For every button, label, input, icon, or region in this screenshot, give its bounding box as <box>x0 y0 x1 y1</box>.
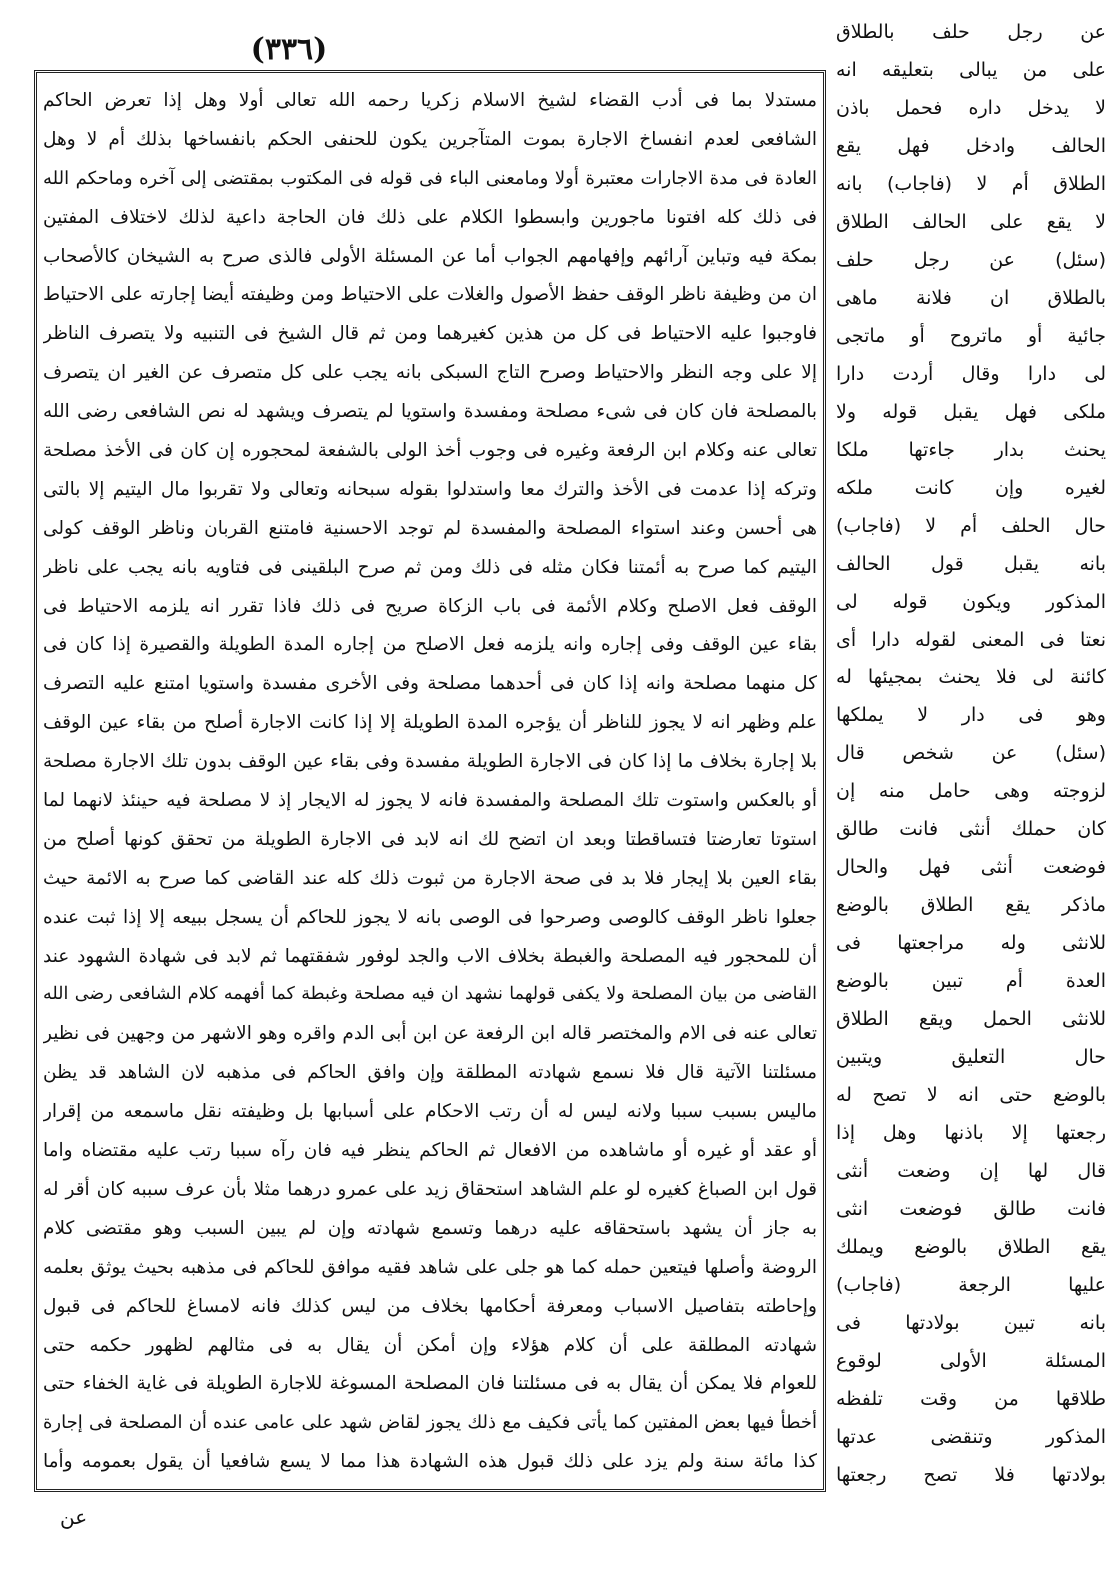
main-text-line: تعالى عنه فى الام والمختصر قاله ابن الرفعة عن ابن أبى الدم واقره وهو الاشهر من وجهين فى نظير <box>43 1023 817 1045</box>
margin-text-line: لا يدخل داره فحمل باذن <box>836 96 1106 119</box>
margin-text-line: للانثى وله مراجعتها فى <box>836 932 1106 955</box>
margin-text-line: (سئل) عن شخص قال <box>836 742 1106 765</box>
margin-text-line: طلاقها من وقت تلفظه <box>836 1387 1106 1410</box>
margin-text-line: لغيره وإن كانت ملكه <box>836 476 1106 499</box>
margin-text-line: المسئلة الأولى لوقوع <box>836 1349 1106 1372</box>
main-text-line: به جاز أن يشهد باستحقاقه عليه درهما وتسمع شهادته وإن لم يبين السبب وهو مقتضى كلام <box>43 1217 817 1239</box>
main-text-line: بقاء العين بلا إيجار فلا بد فى صحة الاجارة من ثبوت ذلك كله عند القاضى كما صرح به الائمة حيث <box>43 867 817 889</box>
main-text-line: بالمصلحة فان كان فى شىء مصلحة ومفسدة واستويا لم يتصرف ويشهد له نص الشافعى رضى الله <box>43 401 817 423</box>
main-text-line: أخطأ فيها بعض المفتين كما يأتى فكيف مع ذلك يجوز لقاض شهد على عامى عنده أن المصلحة فى إجارة <box>43 1412 817 1434</box>
margin-text-line: قال لها إن وضعت أنثى <box>836 1160 1106 1183</box>
main-text-line: الوقف فعل الاصلح وكلام الأئمة فى باب الزكاة صريح فى ذلك فاذا تقرر انه يلزمه الاحتياط فى <box>43 595 817 617</box>
margin-text-line: ملكى فهل يقبل قوله ولا <box>836 400 1106 423</box>
margin-text-line: وهو فى دار لا يملكها <box>836 704 1106 727</box>
main-text-line: الروضة وأصلها فيتعين حمله كما هو جلى على شاهد فقيه موافق للحاكم فى مذهبه بحيث يوثق بعلمه <box>43 1256 817 1278</box>
margin-text-line: لى دارا وقال أردت دارا <box>836 362 1106 385</box>
page-number: (٣٣٦) <box>250 32 328 67</box>
margin-text-line: بالطلاق ان فلانة ماهى <box>836 286 1106 309</box>
main-text-line: جعلوا ناظر الوقف كالوصى وصرحوا فى الوصى بانه لا يجوز للحاكم أن يسجل ببيعه إلا إذا ثبت عنده <box>43 906 817 928</box>
catchword: عن <box>60 1505 88 1529</box>
margin-text-line: العدة أم تبين بالوضع <box>836 970 1106 993</box>
margin-text-line: حال الحلف أم لا (فاجاب) <box>836 514 1106 537</box>
main-text-line: كذا مائة سنة ولم يزد على ذلك قبول هذه الشهادة هذا مما لا يسع شافعيا أن يقول بعمومه وأما <box>43 1451 817 1473</box>
margin-text-line: يحنث بدار جاءتها ملكا <box>836 438 1106 461</box>
main-text-line: بلا إجارة بخلاف ما إذا كان فى الاجارة الطويلة مفسدة وفى بقاء عين الوقف بدون تلك الاجارة مصلحة <box>43 751 817 773</box>
margin-text-line: عليها الرجعة (فاجاب) <box>836 1273 1106 1296</box>
main-text-frame <box>34 70 826 1492</box>
margin-text-line: للانثى الحمل ويقع الطلاق <box>836 1008 1106 1031</box>
margin-text-line: يقع الطلاق بالوضع ويملك <box>836 1236 1106 1258</box>
main-text-line: إلا على وجه النظر والاحتياط وصرح التاج السبكى بانه يجب على كل متصرف عن الغير ان يتصرف <box>43 362 817 384</box>
margin-text-line: كائنة لى فلا يحنث بمجيئها له <box>836 666 1106 689</box>
margin-text-line: بالوضع حتى انه لا تصح له <box>836 1084 1106 1107</box>
margin-text-line: المذكور ويكون قوله لى <box>836 590 1106 613</box>
margin-text-line: لا يقع على الحالف الطلاق <box>836 210 1106 233</box>
margin-text-line: (سئل) عن رجل حلف <box>836 248 1106 271</box>
main-text-line: مسئلتنا الآتية قال فلا نسمع شهادته المطلقة وإن وافق الحاكم فى مذهبه لان الشاهد قد يظن <box>43 1062 817 1084</box>
margin-text-line: على من يبالى بتعليقه انه <box>836 58 1106 81</box>
margin-text-line: نعتا فى المعنى لقوله دارا أى <box>836 628 1106 651</box>
margin-text-line: بانه تبين بولادتها فى <box>836 1311 1106 1334</box>
margin-text-line: حال التعليق ويتبين <box>836 1046 1106 1069</box>
main-text-line: مستدلا بما فى أدب القضاء لشيخ الاسلام زكريا رحمه الله تعالى أولا وهل إذا تعرض الحاكم <box>43 90 817 111</box>
main-text-line: وتركه إذا عدمت فى الأخذ والترك معا واستدلوا بقوله سبحانه وتعالى ولا تقربوا مال اليتيم إلا بالتى <box>43 478 817 500</box>
main-text-line: تعالى عنه وكلام ابن الرفعة وغيره فى وجوب أخذ الولى بالشفعة لمحجوره إن كان فى الأخذ مصلحة <box>43 440 817 462</box>
margin-text-line: عن رجل حلف بالطلاق <box>836 21 1106 43</box>
margin-text-line: المذكور وتنقضى عدتها <box>836 1425 1106 1448</box>
margin-text-column <box>836 16 1106 1492</box>
margin-text-line: رجعتها إلا باذنها وهل إذا <box>836 1122 1106 1145</box>
margin-text-line: كان حملك أنثى فانت طالق <box>836 818 1106 841</box>
main-text-line: القاضى من بيان المصلحة ولا يكفى قولهما نشهد ان فيه مصلحة وغبطة كما أفهمه كلام الشافعى رضى الله <box>43 984 817 1005</box>
main-text-line: بقاء عين الوقف وفى إجاره وانه يلزمه فعل الاصلح من إجاره المدة الطويلة والقصيرة إذا كان فى <box>43 634 817 656</box>
main-text-line: اليتيم كما صرح به أئمتنا فكان مثله فى ذلك ومن ثم صرح البلقينى فى فتاويه بانه يجب على ناظر <box>43 556 817 578</box>
margin-text-line: الطلاق أم لا (فاجاب) بانه <box>836 172 1106 195</box>
main-text-line: وإحاطته بتفاصيل الاسباب ومعرفة أحكامها بخلاف من ليس كذلك فانه لامساغ للحاكم فى قبول <box>43 1295 817 1317</box>
main-text-line: استوتا تعارضتا فتساقطتا وبعد ان اتضح لك انه لابد فى الاجارة الطويلة من تحقق كونها أصلح من <box>43 828 817 850</box>
margin-text-line: ماذكر يقع الطلاق بالوضع <box>836 894 1106 917</box>
main-text-line: العادة فى مدة الاجارات معتبرة أولا ومامعنى الباء فى قوله فى المكتوب بمقتضى إلى آخره وماحكم الله <box>43 167 817 189</box>
main-text-block <box>43 81 817 1481</box>
main-text-line: للعوام فلا يمكن أن يقال به فى مسئلتنا فان المصلحة المسوغة للاجارة الطويلة فى غاية الخفاء حتى <box>43 1373 817 1395</box>
margin-text-line: الحالف وادخل فهل يقع <box>836 134 1106 157</box>
main-text-line: أو عقد أو غيره أو ماشاهده من الافعال ثم الحاكم ينظر فيه فان رآه سببا رتب عليه مقتضاه واما <box>43 1140 817 1162</box>
main-text-line: ان من وظيفة ناظر الوقف حفظ الأصول والغلات على الاحتياط ومن وظيفته أيضا إجارته على الاحتياط <box>43 284 817 306</box>
margin-text-line: بانه يقبل قول الحالف <box>836 552 1106 575</box>
main-text-line: أو بالعكس واستوت تلك المصلحة والمفسدة فانه لا يجوز له الايجار إذ لا مصلحة فيه حينئذ لانهما لما <box>43 790 817 812</box>
main-text-line: فاوجبوا عليه الاحتياط فى كل من هذين كغيرهما ومن ثم قال الشيخ فى التنبيه ولا يتصرف الناظر <box>43 323 817 345</box>
main-text-line: قول ابن الصباغ كغيره لو علم الشاهد استحقاق زيد على عمرو درهما مثلا بأن عرف سببه كان أقر له <box>43 1178 817 1200</box>
margin-text-line: بولادتها فلا تصح رجعتها <box>836 1463 1106 1486</box>
margin-text-line: جائية أو ماتروح أو ماتجى <box>836 324 1106 347</box>
main-text-line: أن للمحجور فيه المصلحة والغبطة بخلاف الاب والجد لوفور شفقتهما ثم لابد فى شهادة الشهود عند <box>43 945 817 967</box>
main-text-line: شهادته المطلقة على أن كلام هؤلاء وإن أمكن أن يقال به فى مثالهم لظهور حكمه حتى <box>43 1334 817 1356</box>
main-text-line: بمكة فيه وتباين آرائهم وإفهامهم الجواب أما عن المسئلة الأولى فالذى صرح به الشيخان كالأصحاب <box>43 245 817 267</box>
main-text-line: كل منهما مصلحة وانه إذا كان فى أحدهما مصلحة وفى الأخرى مفسدة واستويا امتنع عليه التصرف <box>43 673 817 695</box>
margin-text-line: فوضعت أنثى فهل والحال <box>836 856 1106 879</box>
main-text-line: ماليس بسبب سببا ولانه ليس له أن رتب الاحكام على أسبابها بل وظيفته نقل ماسمعه من إقرار <box>43 1101 817 1123</box>
main-text-line: هى أحسن وعند استواء المصلحة والمفسدة لم توجد الاحسنية فامتنع القربان وناظر الوقف كولى <box>43 517 817 539</box>
main-text-line: علم وظهر انه لا يجوز للناظر أن يؤجره المدة الطويلة إلا إذا كانت الاجارة أصلح من بقاء عين الوقف <box>43 712 817 734</box>
margin-text-line: لزوجته وهى حامل منه إن <box>836 780 1106 803</box>
margin-text-line: فانت طالق فوضعت انثى <box>836 1198 1106 1221</box>
main-text-line: الشافعى لعدم انفساخ الاجارة بموت المتآجرين يكون للحنفى الحكم بانفساخها بذلك أم لا وهل <box>43 128 817 150</box>
main-text-line: فى ذلك كله افتونا ماجورين وابسطوا الكلام على ذلك فان الحاجة داعية لذلك لاختلاف المفتين <box>43 206 817 228</box>
